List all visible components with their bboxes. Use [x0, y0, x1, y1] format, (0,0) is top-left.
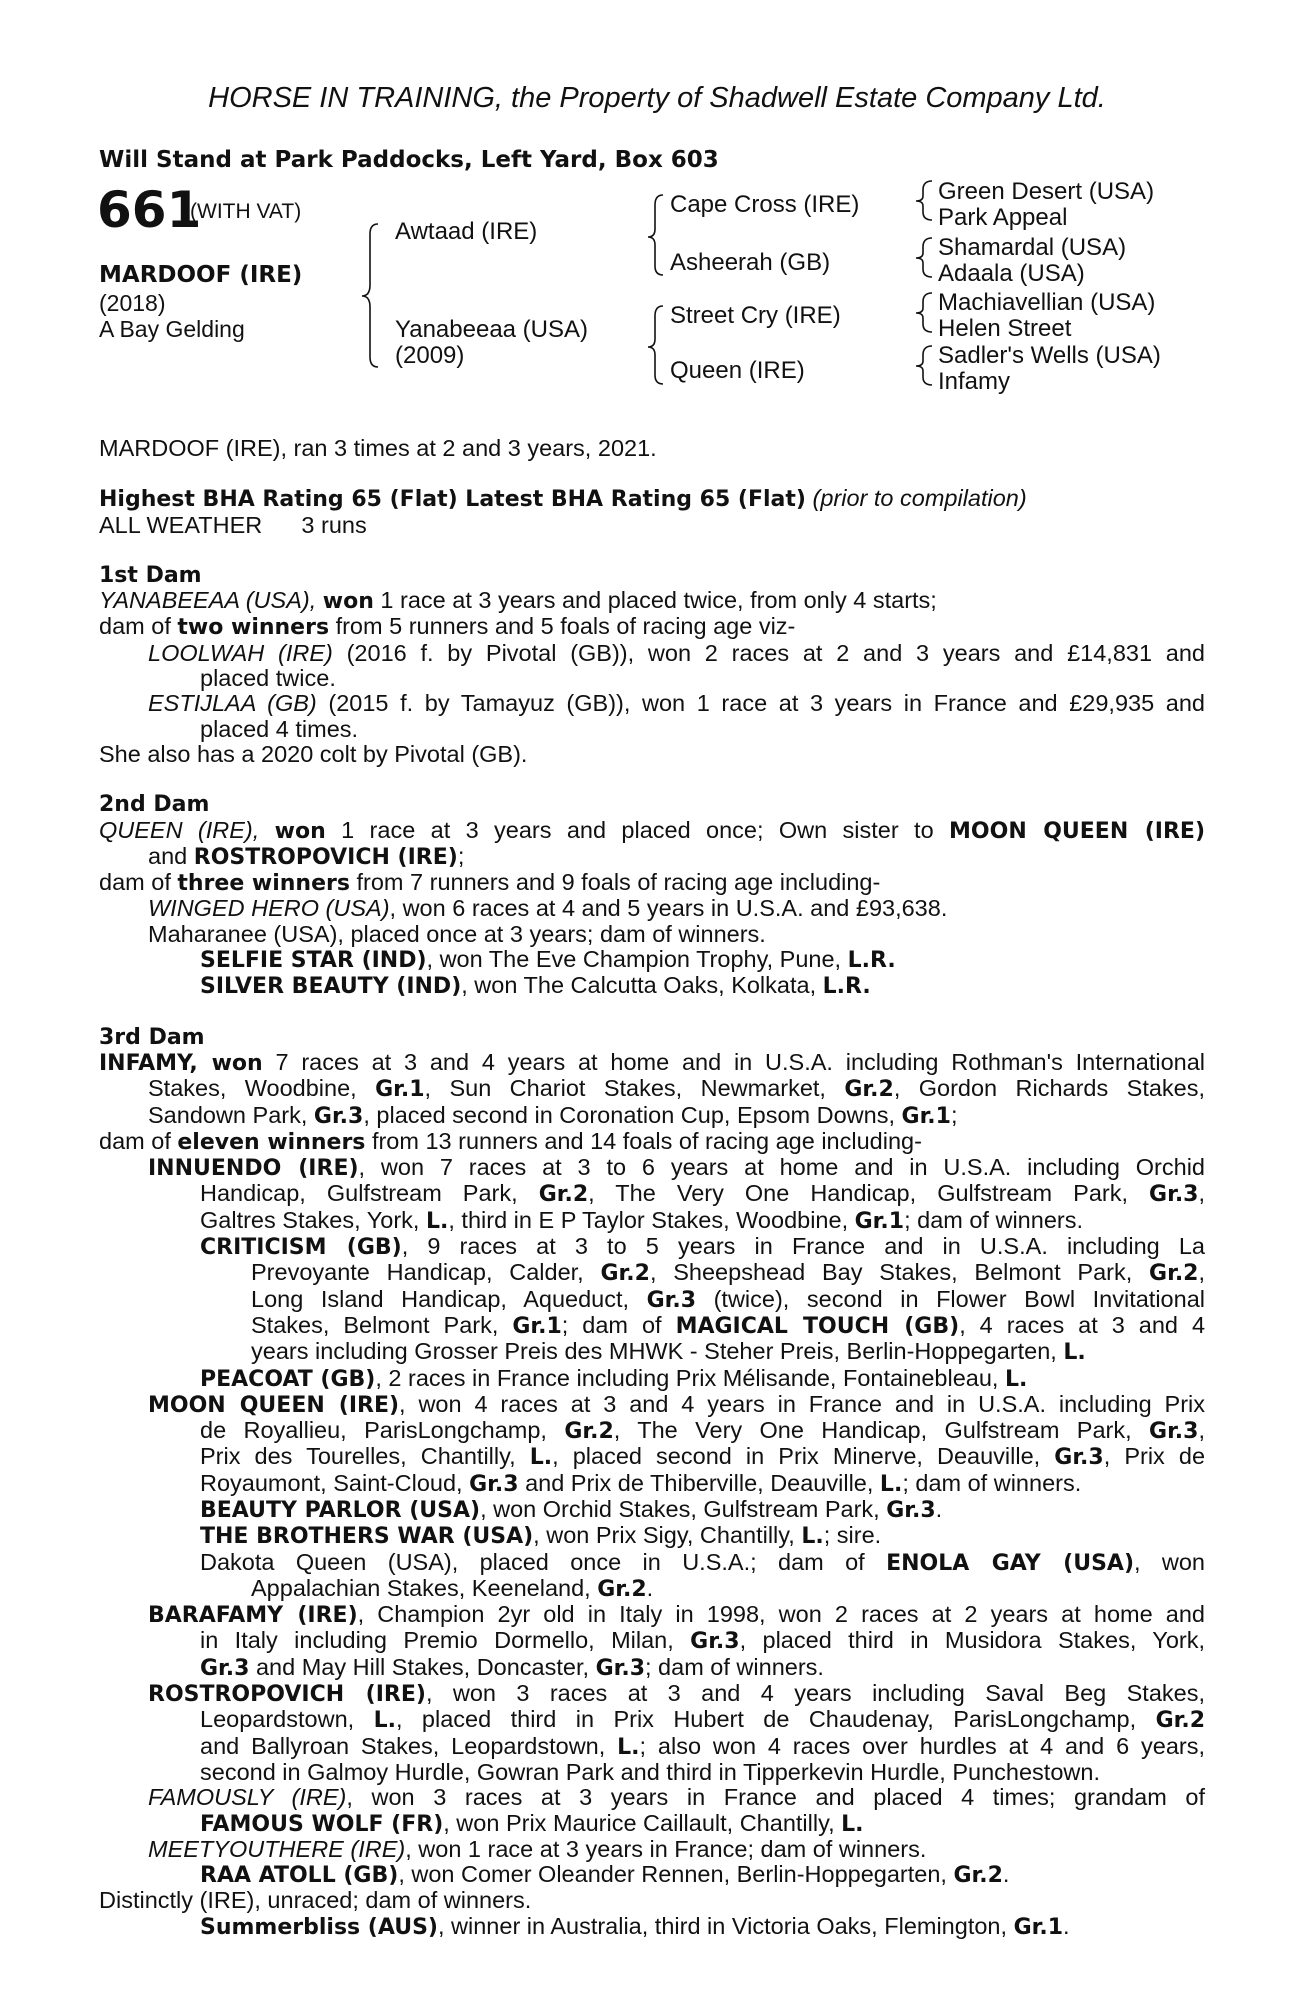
- text: ;: [950, 1101, 958, 1128]
- grade: Gr.3: [595, 1655, 645, 1681]
- horse-ref: ROSTROPOVICH (IRE): [193, 844, 458, 870]
- text: , Gordon Richards Stakes,: [893, 1075, 1206, 1102]
- page-header: HORSE IN TRAINING, the Property of Shadwell Estate Company Ltd.: [208, 82, 1106, 114]
- horse-ref: BARAFAMY (IRE): [148, 1603, 358, 1629]
- innuendo-line-1: [99, 1155, 1205, 1181]
- criticism-line-4: [99, 1313, 1205, 1339]
- grade: Gr.2: [564, 1419, 614, 1445]
- pedigree-dss: Machiavellian (USA): [938, 289, 1156, 316]
- horse-ref: MAGICAL TOUCH (GB): [675, 1313, 960, 1339]
- grade: Gr.2: [1155, 1708, 1205, 1734]
- pedigree-ssd: Park Appeal: [938, 204, 1068, 231]
- text: , won Prix Sigy, Chantilly,: [533, 1522, 795, 1549]
- grade: Gr.2: [844, 1077, 894, 1103]
- text: Prix des Tourelles, Chantilly,: [200, 1443, 516, 1470]
- grade: L.: [1004, 1366, 1028, 1392]
- text: Galtres Stakes, York,: [200, 1206, 420, 1233]
- text: Stakes, Belmont Park,: [251, 1311, 499, 1338]
- grade: Gr.1: [1013, 1914, 1063, 1940]
- dam1-name: YANABEEAA (USA),: [99, 587, 317, 614]
- text: ,: [1198, 1259, 1206, 1286]
- text: ; dam of: [561, 1311, 662, 1338]
- text: and Ballyroan Stakes, Leopardstown,: [200, 1732, 606, 1759]
- pedigree-dam: Yanabeeaa (USA): [395, 316, 589, 343]
- winners-count: eleven winners: [177, 1129, 366, 1155]
- text: de Royallieu, ParisLongchamp,: [200, 1417, 547, 1444]
- text: ; dam of winners.: [645, 1653, 824, 1680]
- text: ; also won 4 races over hurdles at 4 and 6 years,: [639, 1732, 1205, 1759]
- meetyouthere-line: [99, 1837, 1205, 1862]
- rating-line: [99, 486, 1205, 512]
- pedigree-dam-sire: Street Cry (IRE): [670, 302, 841, 329]
- pedigree-sss: Green Desert (USA): [938, 178, 1155, 205]
- grade: L.: [1063, 1340, 1086, 1366]
- grade: Gr.3: [200, 1655, 250, 1681]
- surface-label: ALL WEATHER: [99, 511, 263, 538]
- text: and Prix de Thiberville, Deauville,: [525, 1469, 874, 1496]
- dam1-won: won: [322, 589, 374, 615]
- grade: L.R.: [847, 948, 896, 974]
- infamy-line-3: [99, 1103, 1205, 1129]
- horse-ref: BEAUTY PARLOR (USA): [200, 1497, 481, 1523]
- brace-gen3-4: [916, 346, 932, 385]
- infamy-line-1: [99, 1050, 1205, 1076]
- horse-ref: ENOLA GAY (USA): [886, 1550, 1134, 1576]
- text: , Sheepshead Bay Stakes, Belmont Park,: [649, 1259, 1133, 1286]
- peacoat-line: [99, 1366, 1205, 1392]
- text: Stakes, Woodbine,: [148, 1075, 357, 1102]
- produce-selfie-star: [99, 947, 1205, 973]
- innuendo-line-3: [99, 1208, 1205, 1234]
- pedigree-sire-sire: Cape Cross (IRE): [670, 191, 860, 218]
- text: Prevoyante Handicap, Calder,: [251, 1259, 584, 1286]
- grade: Gr.2: [600, 1261, 650, 1287]
- text: .: [1063, 1912, 1070, 1939]
- text: Leopardstown,: [200, 1706, 355, 1733]
- brace-gen3-3: [916, 293, 932, 332]
- raa-atoll-line: [99, 1862, 1205, 1888]
- horse-ref: SILVER BEAUTY (IND): [200, 974, 462, 1000]
- rostropovich-line-4: second in Galmoy Hurdle, Gowran Park and third in Tipperkevin Hurdle, Punchestown.: [200, 1758, 1100, 1785]
- rating-note: (prior to compilation): [812, 485, 1027, 512]
- grade: Gr.3: [1054, 1445, 1104, 1471]
- produce-maharanee: Maharanee (USA), placed once at 3 years; dam of winners.: [148, 920, 766, 947]
- rating-label: Highest BHA Rating 65 (Flat) Latest BHA Rating 65 (Flat): [99, 487, 806, 513]
- text: dam of: [99, 869, 171, 896]
- grade: L.: [879, 1471, 903, 1497]
- horse-ref: THE BROTHERS WAR (USA): [200, 1524, 534, 1550]
- dam1-produce-line: [99, 614, 1205, 640]
- produce-name: LOOLWAH (IRE): [148, 639, 333, 666]
- text: , Champion 2yr old in Italy in 1998, won 2 races at 2 years at home and: [357, 1601, 1205, 1628]
- grade: L.: [617, 1734, 640, 1760]
- dam1-additional: She also has a 2020 colt by Pivotal (GB).: [99, 740, 528, 767]
- moon-queen-line-3: [99, 1444, 1205, 1470]
- text: from 13 runners and 14 foals of racing age including-: [371, 1127, 922, 1154]
- text: years including Grosser Preis des MHWK - Steher Preis, Berlin-Hoppegarten,: [251, 1338, 1057, 1365]
- horse-ref: Summerbliss (AUS): [200, 1914, 438, 1940]
- winners-count: three winners: [177, 871, 350, 897]
- horse-ref: MOON QUEEN (IRE): [949, 818, 1206, 844]
- text: ; dam of winners.: [904, 1206, 1083, 1233]
- horse-ref: MOON QUEEN (IRE): [148, 1392, 400, 1418]
- grade: Gr.3: [469, 1471, 519, 1497]
- produce-name: WINGED HERO (USA): [148, 895, 390, 922]
- grade: L.R.: [822, 974, 871, 1000]
- grade: L.: [529, 1445, 553, 1471]
- innuendo-line-2: [99, 1181, 1205, 1207]
- text: , 9 races at 3 to 5 years in France and in U.S.A. including La: [401, 1233, 1205, 1260]
- horse-ref: CRITICISM (GB): [200, 1235, 402, 1261]
- text: , won 4 races at 3 and 4 years in France and in U.S.A. including Prix: [399, 1390, 1205, 1417]
- text: from 7 runners and 9 foals of racing age including-: [356, 869, 881, 896]
- brace-gen2-bottom: [648, 306, 663, 384]
- horse-ref: SELFIE STAR (IND): [200, 948, 427, 974]
- text: Sandown Park,: [148, 1101, 308, 1128]
- pedigree-dds: Sadler's Wells (USA): [938, 342, 1161, 369]
- text: .: [646, 1574, 654, 1601]
- text: , won 3 races at 3 years in France and placed 4 times; grandam of: [346, 1784, 1205, 1811]
- text: , placed second in Prix Minerve, Deauville,: [552, 1443, 1041, 1470]
- text: , won 7 races at 3 to 6 years at home and in U.S.A. including Orchid: [358, 1154, 1205, 1181]
- criticism-line-5: [99, 1339, 1205, 1365]
- brace-gen1: [362, 224, 378, 367]
- grade: Gr.2: [597, 1576, 647, 1602]
- grade: Gr.3: [690, 1629, 740, 1655]
- text: Dakota Queen (USA), placed once in U.S.A.; dam of: [200, 1548, 865, 1575]
- text: and May Hill Stakes, Doncaster,: [255, 1653, 590, 1680]
- text: ; sire.: [823, 1522, 882, 1549]
- famously-line-2: [99, 1811, 1205, 1837]
- produce-winged-hero: [99, 896, 1205, 921]
- dam2-line: [99, 818, 1205, 844]
- text: , won The Calcutta Oaks, Kolkata,: [461, 972, 817, 999]
- stand-location: Will Stand at Park Paddocks, Left Yard, Box 603: [99, 147, 719, 173]
- dam2-line-cont: [99, 844, 1205, 870]
- text: , 2 races in France including Prix Mélisande, Fontainebleau,: [375, 1364, 999, 1391]
- pedigree-sire-dam: Asheerah (GB): [670, 249, 831, 276]
- dam3-produce-line: [99, 1129, 1205, 1155]
- text: 7 races at 3 and 4 years at home and in U.S.A. including Rothman's International: [275, 1048, 1205, 1075]
- text: , Prix de: [1103, 1443, 1206, 1470]
- horse-ref: FAMOUS WOLF (FR): [200, 1811, 444, 1837]
- grade: Gr.1: [901, 1103, 951, 1129]
- horse-ref: RAA ATOLL (GB): [200, 1863, 399, 1889]
- dam1-record: 1 race at 3 years and placed twice, from only 4 starts;: [380, 587, 937, 614]
- barafamy-line-2: [99, 1628, 1205, 1654]
- text: ;: [457, 842, 465, 869]
- grade: Gr.2: [1149, 1261, 1199, 1287]
- horse-ref: PEACOAT (GB): [200, 1366, 376, 1392]
- criticism-line-1: [99, 1234, 1205, 1260]
- surface-line: [99, 513, 1205, 538]
- text: Handicap, Gulfstream Park,: [200, 1180, 518, 1207]
- text: and: [148, 842, 188, 869]
- text: , 4 races at 3 and 4: [959, 1311, 1206, 1338]
- grade: Gr.3: [646, 1287, 697, 1313]
- text: , placed second in Coronation Cup, Epsom Downs,: [363, 1101, 895, 1128]
- brothers-war-line: [99, 1523, 1205, 1549]
- text: won: [274, 818, 326, 844]
- produce-estijlaa: [99, 691, 1205, 716]
- moon-queen-line-2: [99, 1418, 1205, 1444]
- text: Long Island Handicap, Aqueduct,: [251, 1285, 630, 1312]
- text: ; dam of winners.: [902, 1469, 1082, 1496]
- grade: Gr.3: [1149, 1182, 1199, 1208]
- pedigree-sdd: Adaala (USA): [938, 260, 1085, 287]
- pedigree-dam-year: (2009): [395, 342, 465, 369]
- section-heading-1st-dam: 1st Dam: [99, 562, 202, 588]
- rostropovich-line-3: [99, 1734, 1205, 1760]
- text: dam of: [99, 613, 171, 640]
- text: , placed third in Musidora Stakes, York,: [739, 1627, 1205, 1654]
- rostropovich-line-2: [99, 1707, 1205, 1733]
- pedigree-dam-dam: Queen (IRE): [670, 357, 805, 384]
- pedigree-sds: Shamardal (USA): [938, 234, 1127, 261]
- grade: Gr.2: [538, 1182, 589, 1208]
- text: from 5 runners and 5 foals of racing age viz-: [335, 613, 796, 640]
- produce-estijlaa-cont: placed 4 times.: [200, 715, 359, 742]
- text: , winner in Australia, third in Victoria Oaks, Flemington,: [437, 1912, 1008, 1939]
- text: in Italy including Premio Dormello, Milan,: [200, 1627, 674, 1654]
- winners-count: two winners: [177, 615, 330, 641]
- horse-foaling-year: (2018): [99, 290, 166, 316]
- text: , won: [1134, 1548, 1206, 1575]
- text: , won: [189, 1050, 263, 1076]
- grade: Gr.1: [375, 1077, 425, 1103]
- summerbliss-line: [99, 1914, 1205, 1940]
- text: , won 3 races at 3 and 4 years including Saval Beg Stakes,: [425, 1680, 1205, 1707]
- text: dam of: [99, 1127, 171, 1154]
- pedigree-dsd: Helen Street: [938, 315, 1072, 342]
- criticism-line-3: [99, 1287, 1205, 1313]
- beauty-parlor-line: [99, 1497, 1205, 1523]
- criticism-line-2: [99, 1260, 1205, 1286]
- brace-gen3-1: [916, 181, 932, 220]
- text: Appalachian Stakes, Keeneland,: [251, 1574, 591, 1601]
- text: .: [1002, 1861, 1010, 1888]
- text: ,: [1198, 1417, 1205, 1444]
- grade: L.: [425, 1208, 449, 1234]
- pedigree-sire: Awtaad (IRE): [395, 218, 538, 245]
- dam1-line: [99, 588, 1205, 614]
- vat-label: (WITH VAT): [190, 200, 302, 223]
- text: , placed third in Prix Hubert de Chaudenay, ParisLongchamp,: [395, 1706, 1137, 1733]
- text: , won The Eve Champion Trophy, Pune,: [426, 946, 842, 973]
- text: , won Comer Oleander Rennen, Berlin-Hoppegarten,: [398, 1861, 947, 1888]
- moon-queen-line-1: [99, 1392, 1205, 1418]
- horse-ref: ROSTROPOVICH (IRE): [148, 1682, 426, 1708]
- famously-line-1: [99, 1785, 1205, 1810]
- horse-description: A Bay Gelding: [99, 316, 245, 342]
- pedigree-ddd: Infamy: [938, 368, 1011, 395]
- text: ,: [1198, 1180, 1206, 1207]
- text: Royaumont, Saint-Cloud,: [200, 1469, 463, 1496]
- text: , won 6 races at 4 and 5 years in U.S.A. and £93,638.: [389, 895, 948, 922]
- text: .: [935, 1495, 943, 1522]
- text: , won 1 race at 3 years in France; dam of winners.: [405, 1835, 927, 1862]
- dam2-name: QUEEN (IRE),: [99, 816, 260, 843]
- moon-queen-line-4: [99, 1471, 1205, 1497]
- text: , won Orchid Stakes, Gulfstream Park,: [480, 1495, 880, 1522]
- grade: Gr.1: [512, 1313, 562, 1339]
- grade: L.: [841, 1811, 864, 1837]
- brace-gen2-top: [648, 195, 663, 275]
- produce-loolwah-cont: placed twice.: [200, 665, 336, 692]
- grade: Gr.3: [886, 1497, 936, 1523]
- dakota-queen-line-1: [99, 1550, 1205, 1576]
- text: , The Very One Handicap, Gulfstream Park,: [613, 1417, 1132, 1444]
- catalogue-body: [99, 436, 1205, 1940]
- produce-name: ESTIJLAA (GB): [148, 690, 317, 717]
- brace-gen3-2: [916, 238, 932, 277]
- horse-ref: INNUENDO (IRE): [148, 1156, 359, 1182]
- grade: L.: [801, 1524, 824, 1550]
- text: , third in E P Taylor Stakes, Woodbine,: [448, 1206, 849, 1233]
- produce-name: FAMOUSLY (IRE): [148, 1784, 347, 1811]
- dakota-queen-line-2: [99, 1576, 1205, 1602]
- produce-name: MEETYOUTHERE (IRE): [148, 1835, 406, 1862]
- text: 1 race at 3 years and placed once; Own sister to: [341, 816, 934, 843]
- infamy-line-2: [99, 1076, 1205, 1102]
- horse-name: MARDOOF (IRE): [99, 262, 303, 288]
- grade: Gr.1: [854, 1208, 905, 1234]
- surface-runs: 3 runs: [301, 511, 367, 538]
- section-heading-2nd-dam: 2nd Dam: [99, 792, 210, 818]
- distinctly-line: Distinctly (IRE), unraced; dam of winners.: [99, 1887, 532, 1914]
- text: (twice), second in Flower Bowl Invitational: [713, 1285, 1205, 1312]
- produce-loolwah: [99, 641, 1205, 666]
- text: , won Prix Maurice Caillault, Chantilly,: [443, 1809, 835, 1836]
- barafamy-line-1: [99, 1602, 1205, 1628]
- text: , The Very One Handicap, Gulfstream Park,: [588, 1180, 1128, 1207]
- lot-number: 661: [97, 181, 202, 239]
- grade: Gr.3: [313, 1103, 364, 1129]
- grade: L.: [373, 1708, 396, 1734]
- text: (2015 f. by Tamayuz (GB)), won 1 race at 3 years in France and £29,935 and: [328, 690, 1205, 717]
- race-summary: MARDOOF (IRE), ran 3 times at 2 and 3 years, 2021.: [99, 435, 657, 461]
- grade: Gr.3: [1149, 1419, 1199, 1445]
- barafamy-line-3: [99, 1655, 1205, 1681]
- horse-ref: INFAMY: [99, 1050, 190, 1076]
- text: , Sun Chariot Stakes, Newmarket,: [424, 1075, 826, 1102]
- text: (2016 f. by Pivotal (GB)), won 2 races at 2 and 3 years and £14,831 and: [346, 639, 1205, 666]
- dam2-produce-line: [99, 870, 1205, 896]
- produce-silver-beauty: [99, 973, 1205, 999]
- section-heading-3rd-dam: 3rd Dam: [99, 1024, 205, 1050]
- grade: Gr.2: [953, 1863, 1003, 1889]
- rostropovich-line-1: [99, 1681, 1205, 1707]
